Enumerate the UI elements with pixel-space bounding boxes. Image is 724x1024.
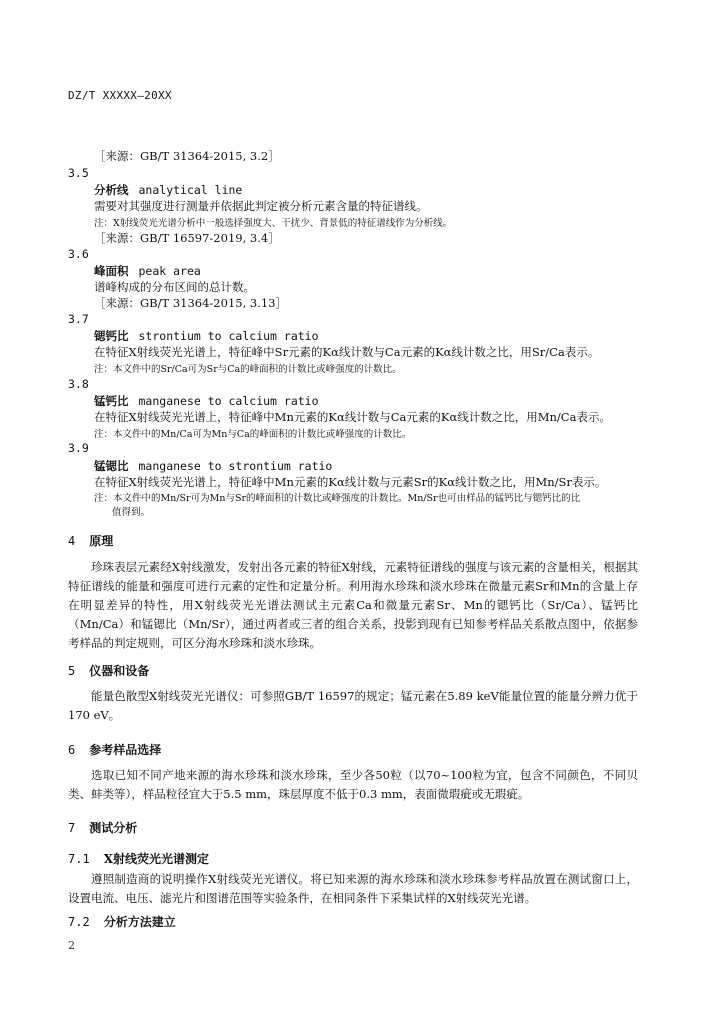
section-heading-7: 7 测试分析 (68, 821, 138, 835)
term-en: manganese to calcium ratio (138, 394, 319, 408)
term-number: 3.5 (68, 166, 89, 180)
term-definition: 在特征X射线荧光光谱上，特征峰中Mn元素的Kα线计数与Ca元素的Kα线计数之比，用Mn/Ca表示。 (94, 410, 611, 424)
section-4-paragraph: 珍珠表层元素经X射线激发，发射出各元素的特征X射线，元素特征谱线的强度与该元素的含量相关，根据其特征谱线的能量和强度可进行元素的定性和定量分析。利用海水珍珠和淡水珍珠在微量元素Sr和Mn的含量上存在明显差异的特性，用X射线荧光光谱法测试主元素Ca和微量元素Sr、Mn的锶钙比（Sr/Ca）、锰钙比（Mn/Ca）和锰锶比（Mn/Sr），通过两者或三者的组合关系，投影到现有已知参考样品关系散点图中，依据参考样品的判定规则，可区分海水珍珠和淡水珍珠。 (68, 560, 638, 650)
term-definition: 在特征X射线荧光光谱上，特征峰中Mn元素的Kα线计数与元素Sr的Kα线计数之比，用Mn/Sr表示。 (94, 475, 607, 489)
term-zh: 锰钙比 (94, 394, 129, 408)
term-definition: 在特征X射线荧光光谱上，特征峰中Sr元素的Kα线计数与Ca元素的Kα线计数之比，用Sr/Ca表示。 (94, 345, 600, 359)
standard-code-header: DZ/T XXXXX—20XX (68, 89, 172, 102)
term-en: manganese to strontium ratio (138, 459, 333, 473)
term-en: peak area (138, 264, 201, 278)
term-note: 注：本文件中的Mn/Sr可为Mn与Sr的峰面积的计数比或峰强度的计数比。Mn/Sr也可由样品的锰钙比与锶钙比的比 (94, 493, 581, 504)
source-ref: ［来源：GB/T 31364-2015, 3.13］ (94, 296, 287, 310)
section-5-paragraph: 能量色散型X射线荧光光谱仪：可参照GB/T 16597的规定；锰元素在5.89 keV能量位置的能量分辨力优于170 eV。 (68, 689, 638, 722)
term-note: 注：X射线荧光光谱分析中一般选择强度大、干扰少、背景低的特征谱线作为分析线。 (94, 218, 453, 229)
term-note: 注：本文件中的Mn/Ca可为Mn与Ca的峰面积的计数比或峰强度的计数比。 (94, 429, 412, 440)
term-title (94, 263, 201, 279)
term-zh: 锰锶比 (94, 459, 129, 473)
section-7-1-paragraph: 遵照制造商的说明操作X射线荧光光谱仪。将已知来源的海水珍珠和淡水珍珠参考样品放置在测试窗口上，设置电流、电压、滤光片和图谱范围等实验条件，在相同条件下采集试样的X射线荧光光谱。 (68, 872, 638, 905)
term-title (94, 328, 319, 344)
term-zh: 峰面积 (94, 264, 129, 278)
term-definition: 需要对其强度进行测量并依据此判定被分析元素含量的特征谱线。 (94, 199, 428, 213)
term-en: strontium to calcium ratio (138, 329, 319, 343)
term-title (94, 458, 332, 474)
term-zh: 锶钙比 (94, 329, 129, 343)
section-heading-6: 6 参考样品选择 (68, 743, 162, 757)
term-number: 3.9 (68, 441, 89, 455)
term-number: 3.7 (68, 312, 89, 326)
section-heading-5: 5 仪器和设备 (68, 664, 150, 678)
term-definition: 谱峰构成的分布区间的总计数。 (94, 280, 255, 294)
term-note: 注：本文件中的Sr/Ca可为Sr与Ca的峰面积的计数比或峰强度的计数比。 (94, 364, 402, 375)
term-zh: 分析线 (94, 183, 129, 197)
section-6-paragraph: 选取已知不同产地来源的海水珍珠和淡水珍珠，至少各50粒（以70~100粒为宜，包含不同颜色，不同贝类、蚌类等），样品粒径宜大于5.5 mm，珠层厚度不低于0.3 mm，表面微瑕疵或无瑕疵。 (68, 768, 638, 801)
source-ref: ［来源：GB/T 16597-2019, 3.4］ (94, 231, 280, 245)
term-note-continuation: 值得到。 (112, 507, 151, 518)
term-number: 3.6 (68, 247, 89, 261)
section-heading-7-2: 7.2 分析方法建立 (68, 915, 176, 929)
section-heading-4: 4 原理 (68, 534, 114, 548)
source-ref: ［来源：GB/T 31364-2015, 3.2］ (94, 149, 280, 163)
section-heading-7-1: 7.1 X射线荧光光谱测定 (68, 852, 209, 866)
term-title (94, 393, 319, 409)
page-number: 2 (68, 939, 75, 952)
term-number: 3.8 (68, 377, 89, 391)
term-title (94, 182, 242, 198)
term-en: analytical line (138, 183, 243, 197)
